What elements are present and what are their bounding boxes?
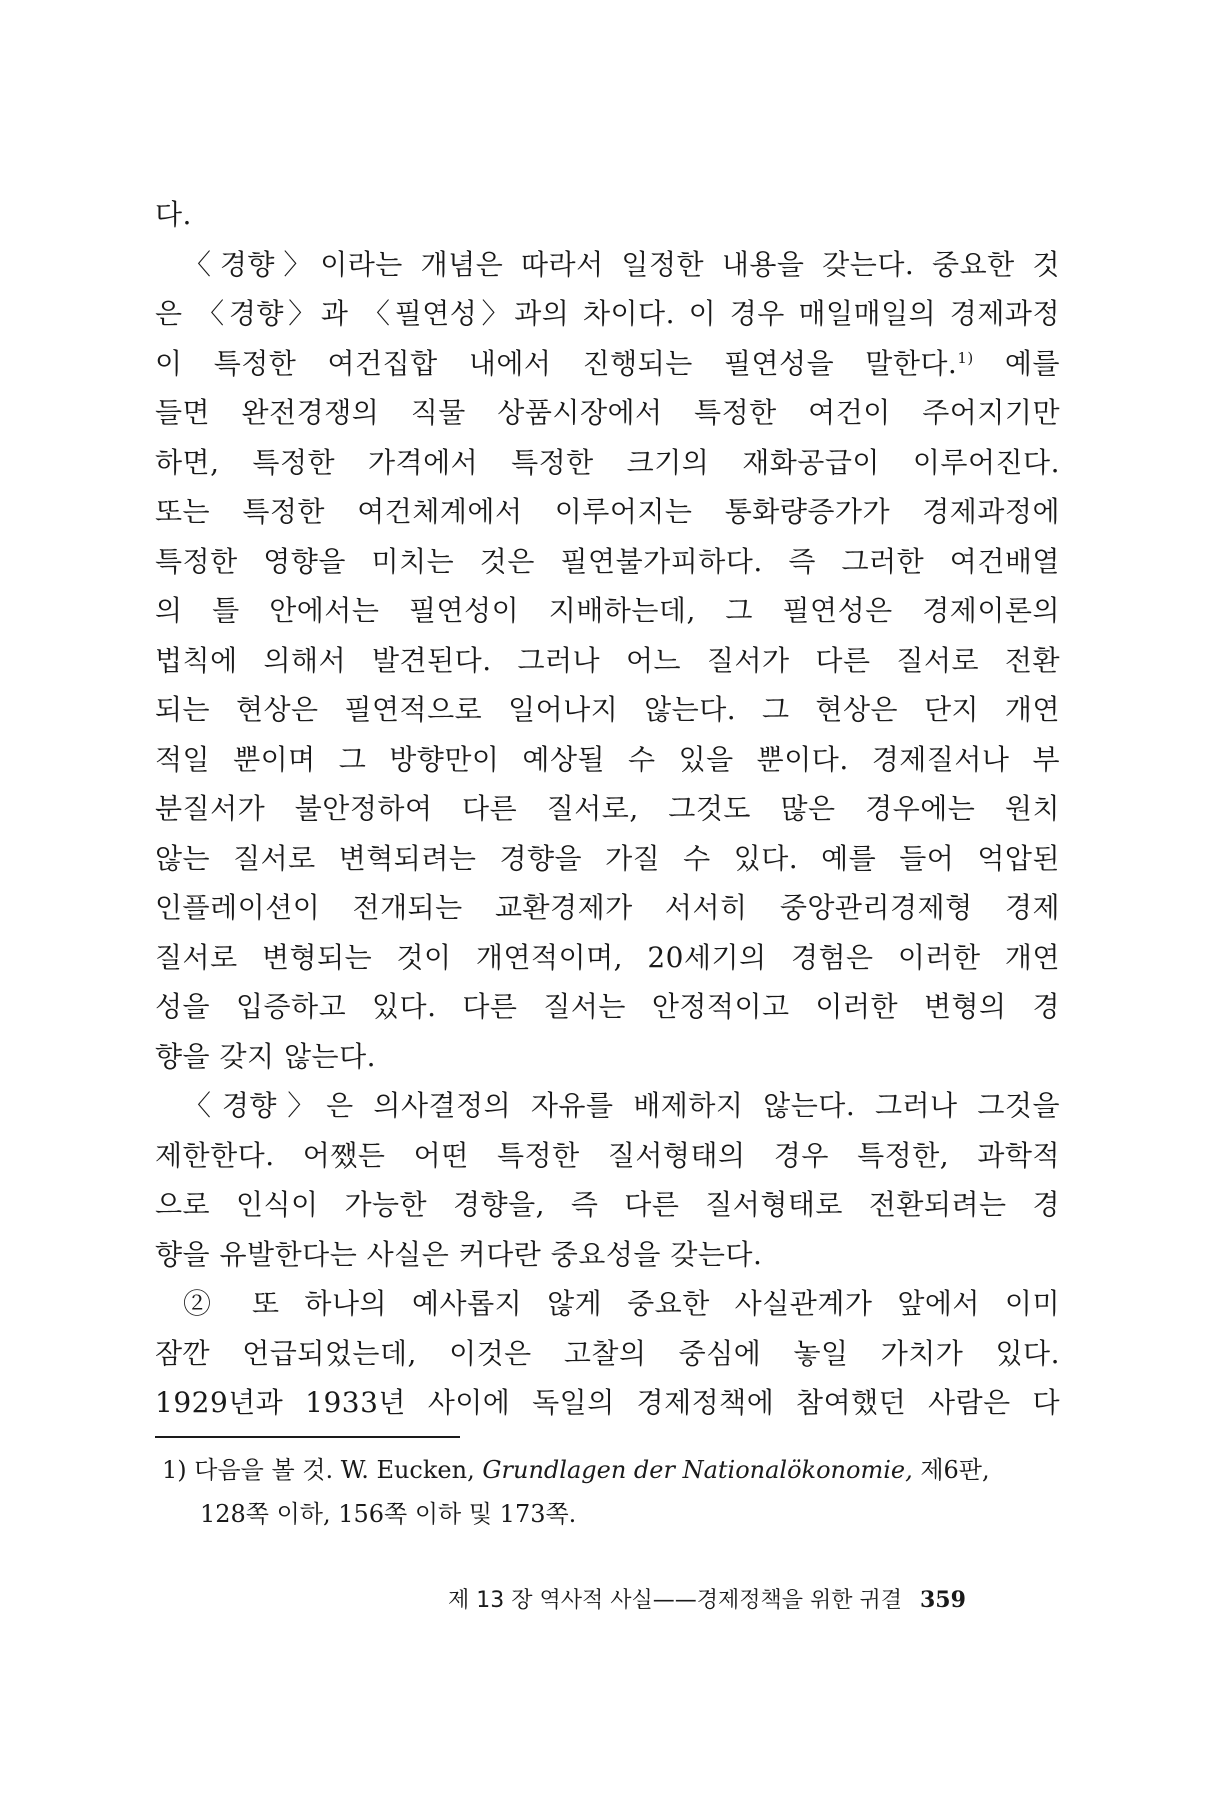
chapter-title: 제 13 장 역사적 사실——경제정책을 위한 귀결 [448,1588,902,1613]
text-line: ② 또 하나의 예사롭지 않게 중요한 사실관계가 앞에서 이미 [183,1287,1060,1320]
text-line: 특정한 영향을 미치는 것은 필연불가피하다. 즉 그러한 여건배열 [155,544,1060,578]
footnote-lead: 다음을 볼 것. W. Eucken, [194,1456,475,1484]
text-line: 질서로 변형되는 것이 개연적이며, 20세기의 경험은 이러한 개연 [155,940,1060,974]
text-line: 인플레이션이 전개되는 교환경제가 서서히 중앙관리경제형 경제 [155,891,1060,924]
footnote-line-1 [162,1448,1062,1492]
text-line: 의 틀 안에서는 필연성이 지배하는데, 그 필연성은 경제이론의 [155,594,1060,627]
text-line: 되는 현상은 필연적으로 일어나지 않는다. 그 현상은 단지 개연 [155,693,1060,726]
text-line-tail: 예를 [1004,346,1060,380]
text-line: 잠깐 언급되었는데, 이것은 고찰의 중심에 놓일 가치가 있다. [155,1336,1060,1370]
text-line: 들면 완전경쟁의 직물 상품시장에서 특정한 여건이 주어지기만 [155,396,1060,429]
text-line: 제한한다. 어쨌든 어떤 특정한 질서형태의 경우 특정한, 과학적 [155,1138,1060,1172]
text-line: 향을 갖지 않는다. [155,1039,377,1073]
page-number: 359 [920,1587,966,1613]
text-line: 적일 뿐이며 그 방향만이 예상될 수 있을 뿐이다. 경제질서나 부 [155,742,1060,776]
footnote-divider [155,1436,460,1438]
footnote-ref-1: 1) [957,348,974,367]
footnote-book-title: Grundlagen der Nationalökonomie, [482,1456,913,1484]
text-line: 다. [155,198,192,231]
text-line: 으로 인식이 가능한 경향을, 즉 다른 질서형태로 전환되려는 경 [155,1188,1060,1221]
footnote-edition: 제6판, [920,1456,990,1484]
text-line: 하면, 특정한 가격에서 특정한 크기의 재화공급이 이루어진다. [155,445,1060,479]
text-line: 〈경향〉은 의사결정의 자유를 배제하지 않는다. 그러나 그것을 [183,1089,1060,1122]
footnote-line-2 [162,1492,1062,1536]
footnote-number: 1) [162,1456,187,1484]
text-line: 또는 특정한 여건체계에서 이루어지는 통화량증가가 경제과정에 [155,495,1060,528]
footnote [162,1448,1062,1536]
footnote-pages: 128쪽 이하, 156쪽 이하 및 173쪽. [200,1500,577,1528]
text-line: 〈경향〉이라는 개념은 따라서 일정한 내용을 갖는다. 중요한 것 [183,247,1060,281]
text-line: 않는 질서로 변혁되려는 경향을 가질 수 있다. 예를 들어 억압된 [155,841,1060,875]
text-line: 성을 입증하고 있다. 다른 질서는 안정적이고 이러한 변형의 경 [155,990,1060,1023]
text-line-main: 이 특정한 여건집합 내에서 진행되는 필연성을 말한다. [155,346,958,380]
text-line: 법칙에 의해서 발견된다. 그러나 어느 질서가 다른 질서로 전환 [155,643,1060,677]
text-line: 은 〈경향〉과 〈필연성〉과의 차이다. 이 경우 매일매일의 경제과정 [155,297,1060,330]
text-line: 분질서가 불안정하여 다른 질서로, 그것도 많은 경우에는 원치 [155,792,1060,825]
body-text [155,190,1060,1428]
text-line: 1929년과 1933년 사이에 독일의 경제정책에 참여했던 사람은 다 [155,1386,1060,1419]
text-line-with-note [155,339,1060,389]
running-footer [448,1585,1068,1616]
text-line: 향을 유발한다는 사실은 커다란 중요성을 갖는다. [155,1237,763,1271]
